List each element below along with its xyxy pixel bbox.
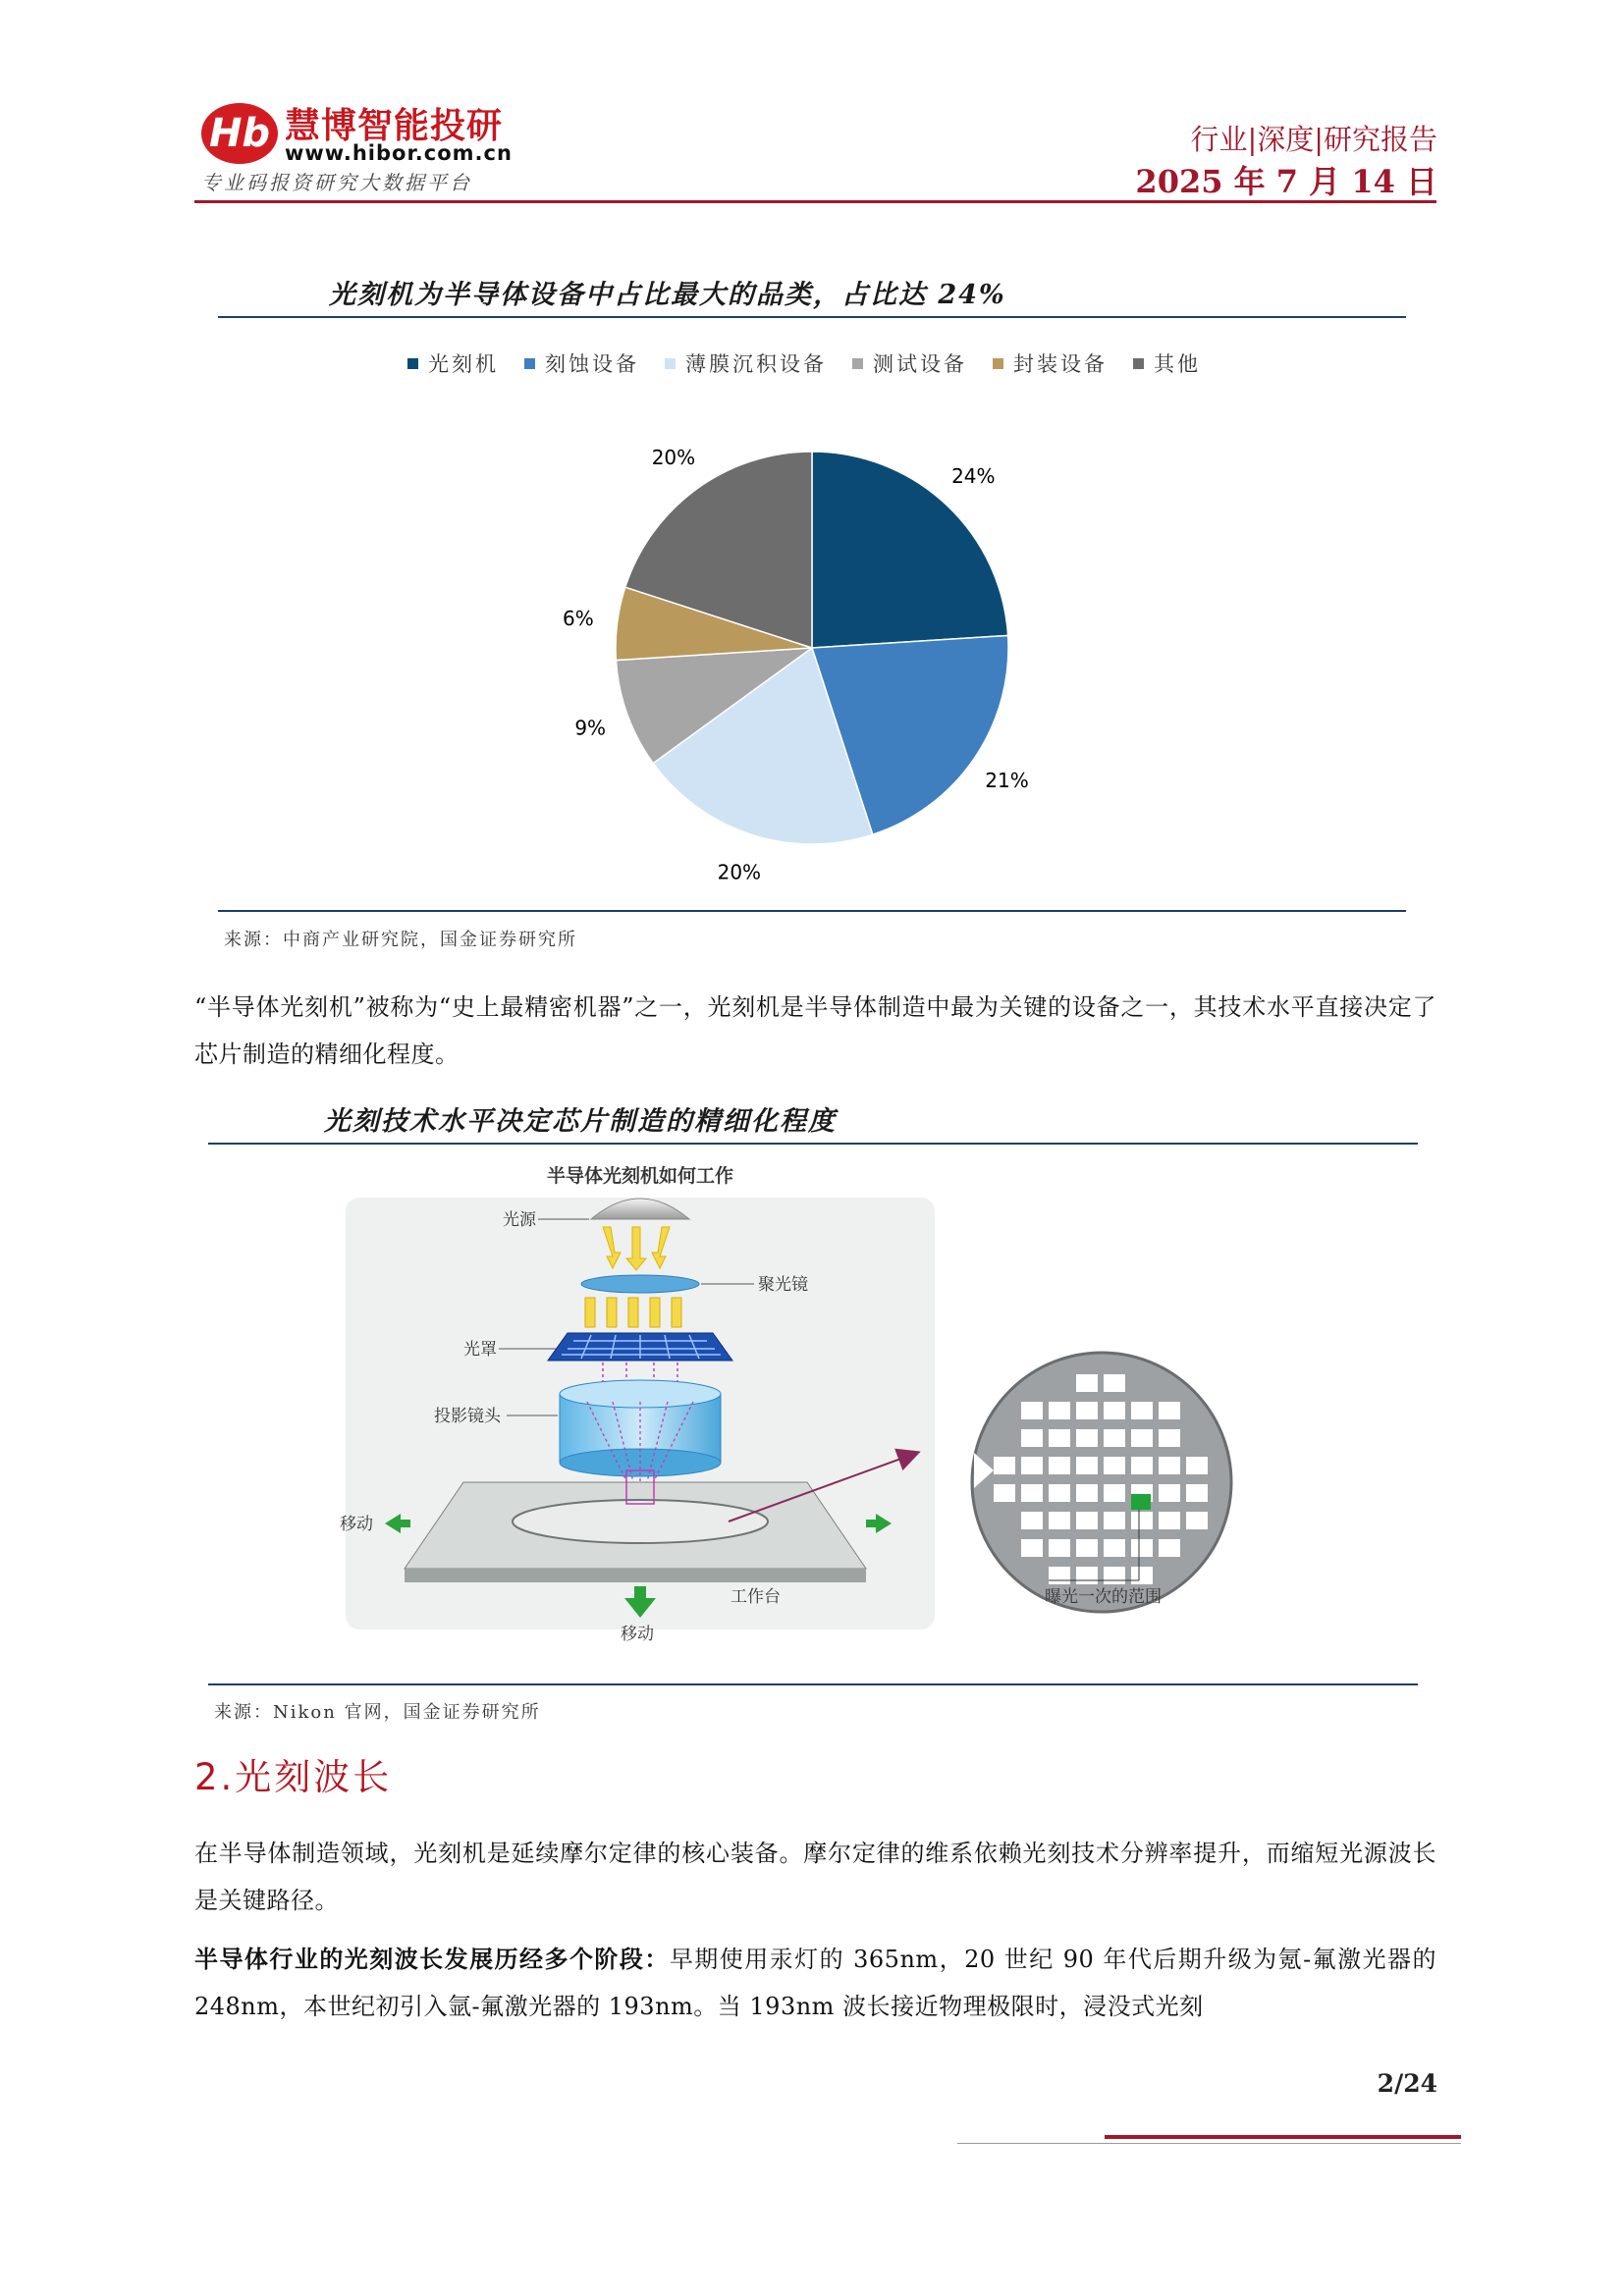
wafer-die bbox=[1076, 1484, 1098, 1502]
legend-item bbox=[993, 348, 1108, 378]
wafer-die bbox=[1131, 1567, 1153, 1584]
wafer-die bbox=[1131, 1429, 1153, 1447]
brand-name: 慧博智能投研 bbox=[285, 106, 504, 146]
wafer-die bbox=[1049, 1567, 1070, 1584]
wafer-die bbox=[1159, 1457, 1180, 1474]
footer-rule-red bbox=[1105, 2135, 1461, 2139]
legend-swatch bbox=[993, 358, 1003, 369]
wafer-die bbox=[1076, 1374, 1098, 1392]
body-paragraph-2: 在半导体制造领域，光刻机是延续摩尔定律的核心装备。摩尔定律的维系依赖光刻技术分辨率提升，而缩短光源波长是关键路径。 bbox=[194, 1840, 1436, 1914]
wafer-die bbox=[1049, 1429, 1070, 1447]
legend-label: 测试设备 bbox=[873, 352, 967, 376]
paragraph3-lead: 半导体行业的光刻波长发展历经多个阶段： bbox=[194, 1945, 670, 1973]
label-mask: 光罩 bbox=[463, 1340, 497, 1360]
legend-label: 刻蚀设备 bbox=[545, 352, 639, 376]
label-move-bottom: 移动 bbox=[621, 1625, 654, 1644]
pie-data-label: 24% bbox=[951, 464, 996, 489]
wafer-die bbox=[1104, 1374, 1125, 1392]
wafer-die bbox=[994, 1457, 1015, 1474]
figure2-title: 光刻技术水平决定芯片制造的精细化程度 bbox=[324, 1106, 837, 1137]
wafer-die bbox=[1186, 1484, 1208, 1502]
wafer-die bbox=[1159, 1402, 1180, 1419]
wafer-die bbox=[1049, 1512, 1070, 1529]
wafer-die bbox=[1076, 1402, 1098, 1419]
wafer-die bbox=[1049, 1457, 1070, 1474]
exposure-die bbox=[1131, 1494, 1151, 1510]
legend-item bbox=[524, 348, 639, 378]
legend-item bbox=[852, 348, 967, 378]
wafer-die bbox=[1131, 1539, 1153, 1557]
label-exposure-area: 曝光一次的范围 bbox=[1045, 1587, 1162, 1607]
legend-swatch bbox=[524, 358, 535, 369]
legend-swatch bbox=[665, 358, 676, 369]
legend-swatch bbox=[852, 358, 863, 369]
legend-label: 其他 bbox=[1154, 352, 1201, 376]
wafer-die bbox=[1104, 1512, 1125, 1529]
legend-item bbox=[407, 348, 499, 378]
wafer-die bbox=[1076, 1429, 1098, 1447]
pie-data-label: 20% bbox=[717, 860, 762, 884]
wafer-die bbox=[1021, 1484, 1043, 1502]
wafer-die bbox=[1076, 1457, 1098, 1474]
legend-label: 薄膜沉积设备 bbox=[685, 352, 827, 376]
footer-rule-grey bbox=[957, 2143, 1461, 2144]
wafer-die bbox=[1159, 1539, 1180, 1557]
wafer-die bbox=[1131, 1402, 1153, 1419]
label-stage: 工作台 bbox=[731, 1587, 781, 1607]
wafer-die bbox=[1076, 1567, 1098, 1584]
figure1-source: 来源：中商产业研究院，国金证券研究所 bbox=[224, 930, 577, 950]
lithography-diagram bbox=[340, 1158, 1239, 1644]
figure1-bottom-rule bbox=[218, 910, 1406, 912]
brand-url[interactable]: www.hibor.com.cn bbox=[285, 141, 513, 165]
wafer-die bbox=[1021, 1402, 1043, 1419]
wafer-die bbox=[1131, 1457, 1153, 1474]
wafer-die bbox=[1159, 1429, 1180, 1447]
wafer-die bbox=[1159, 1484, 1180, 1502]
wafer-die bbox=[1104, 1484, 1125, 1502]
legend-label: 封装设备 bbox=[1013, 352, 1108, 376]
report-type: 行业|深度|研究报告 bbox=[1190, 123, 1437, 156]
wafer-die bbox=[1131, 1512, 1153, 1529]
figure1-title: 光刻机为半导体设备中占比最大的品类，占比达 24% bbox=[329, 280, 1006, 310]
condenser-lens-icon bbox=[581, 1275, 699, 1293]
brand-slogan: 专业码报资研究大数据平台 bbox=[201, 171, 472, 194]
report-date: 2025 年 7 月 14 日 bbox=[1135, 163, 1437, 200]
legend-label: 光刻机 bbox=[428, 352, 499, 376]
pie-data-label: 21% bbox=[985, 768, 1029, 792]
wafer-die bbox=[1021, 1512, 1043, 1529]
wafer-die bbox=[1104, 1567, 1125, 1584]
legend-swatch bbox=[1133, 358, 1144, 369]
wafer-die bbox=[1049, 1402, 1070, 1419]
pie-data-label: 6% bbox=[563, 606, 594, 630]
label-projection-lens: 投影镜头 bbox=[434, 1407, 501, 1426]
page-number: 2/24 bbox=[1377, 2069, 1437, 2098]
label-light-source: 光源 bbox=[503, 1210, 536, 1230]
wafer-die bbox=[1049, 1539, 1070, 1557]
section-heading: 2.光刻波长 bbox=[194, 1756, 393, 1798]
mask-icon bbox=[548, 1333, 732, 1361]
legend-item bbox=[1133, 348, 1201, 378]
pie-data-label: 9% bbox=[574, 716, 607, 740]
header-rule bbox=[194, 200, 1436, 203]
pie-chart bbox=[218, 412, 1406, 903]
figure2-source: 来源：Nikon 官网，国金证券研究所 bbox=[214, 1702, 541, 1723]
body-paragraph-3 bbox=[194, 1936, 1436, 2030]
legend-item bbox=[665, 348, 827, 378]
wafer-die bbox=[1186, 1512, 1208, 1529]
wafer-die bbox=[1104, 1539, 1125, 1557]
logo-icon: Hb bbox=[201, 103, 278, 164]
diagram-title: 半导体光刻机如何工作 bbox=[546, 1165, 734, 1187]
wafer-die bbox=[994, 1484, 1015, 1502]
figure2-top-rule bbox=[208, 1143, 1418, 1145]
wafer-die bbox=[1076, 1539, 1098, 1557]
figure1-top-rule bbox=[218, 316, 1406, 318]
label-move-left: 移动 bbox=[340, 1515, 373, 1534]
chart-legend bbox=[407, 348, 1201, 378]
stage-icon bbox=[405, 1470, 866, 1582]
pie-data-label: 20% bbox=[651, 445, 696, 469]
wafer-die bbox=[1076, 1512, 1098, 1529]
wafer-die bbox=[1021, 1457, 1043, 1474]
wafer-die bbox=[1021, 1429, 1043, 1447]
wafer-die bbox=[1186, 1457, 1208, 1474]
body-paragraph-1: “半导体光刻机”被称为“史上最精密机器”之一，光刻机是半导体制造中最为关键的设备之一，其技术水平直接决定了芯片制造的精细化程度。 bbox=[194, 993, 1436, 1068]
wafer-die bbox=[1104, 1457, 1125, 1474]
paragraph3-text: 早期使用汞灯的 365nm，20 世纪 90 年代后期升级为氪-氟激光器的 248nm，本世纪初引入氩-氟激光器的 193nm。当 193nm 波长接近物理极限时，浸没式光刻 bbox=[194, 1946, 1437, 2020]
figure2-bottom-rule bbox=[208, 1683, 1418, 1685]
label-condenser: 聚光镜 bbox=[758, 1275, 808, 1295]
wafer-die bbox=[1104, 1402, 1125, 1419]
wafer-die bbox=[1021, 1539, 1043, 1557]
legend-swatch bbox=[407, 358, 418, 369]
wafer-die bbox=[1159, 1512, 1180, 1529]
wafer-die bbox=[1049, 1484, 1070, 1502]
wafer-die bbox=[1104, 1429, 1125, 1447]
